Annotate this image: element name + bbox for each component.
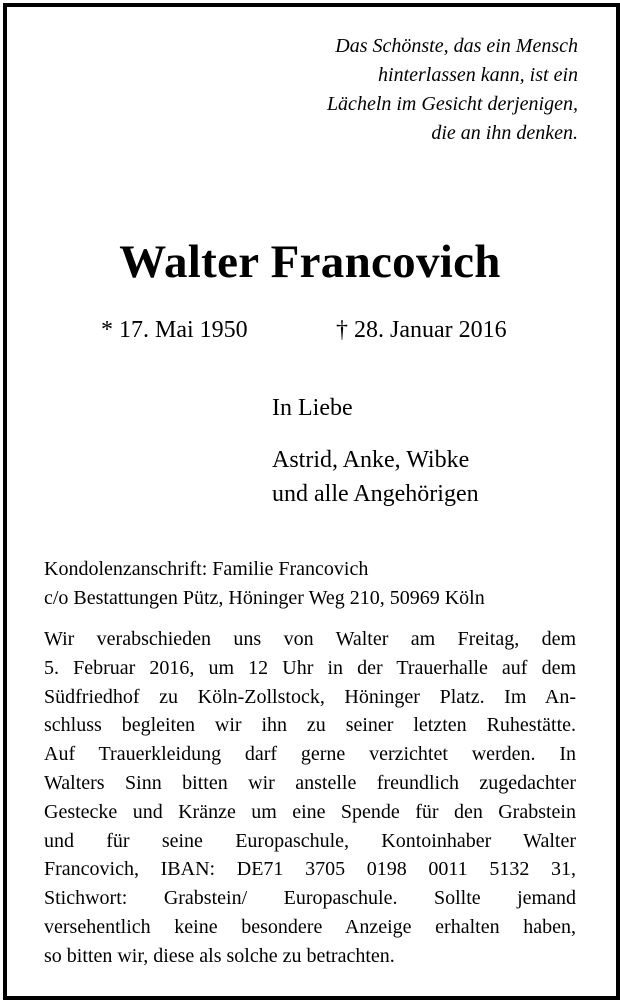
condolence-address <box>44 555 485 613</box>
announcement-line: und für seine Europaschule, Kontoinhaber Walter <box>44 829 576 852</box>
announcement-line: Südfriedhof zu Köln-Zollstock, Höninger Platz. Im An- <box>44 685 576 708</box>
quote-line: Das Schönste, das ein Mensch <box>335 35 578 57</box>
quote-line: hinterlassen kann, ist ein <box>378 64 578 86</box>
mourners-intro: In Liebe <box>272 395 353 421</box>
announcement-line: Wir verabschieden uns von Walter am Freitag, dem <box>44 628 576 650</box>
epigraph-quote <box>327 32 578 148</box>
announcement-line: Gestecke und Kränze um eine Spende für den Grabstein <box>44 800 576 823</box>
quote-line: Lächeln im Gesicht derjenigen, <box>326 93 578 115</box>
address-line: Kondolenzanschrift: Familie Francovich <box>44 558 369 580</box>
death-date: † 28. Januar 2016 <box>336 317 507 343</box>
announcement-line: Walters Sinn bitten wir anstelle freundlich zugedachter <box>44 771 576 794</box>
mourners-line: und alle Angehörigen <box>272 481 479 507</box>
deceased-name: Walter Francovich <box>119 236 501 288</box>
mourners-names <box>272 443 479 511</box>
announcement-line: Stichwort: Grabstein/ Europaschule. Sollte jemand <box>44 887 576 910</box>
announcement-line: schluss begleiten wir ihn zu seiner letzten Ruhestätte. <box>44 714 576 737</box>
announcement-line: so bitten wir, diese als solche zu betrachten. <box>44 944 395 967</box>
announcement-line: Auf Trauerkleidung darf gerne verzichtet werden. In <box>44 743 576 766</box>
announcement-line: Francovich, IBAN: DE71 3705 0198 0011 5132 31, <box>44 858 576 881</box>
address-line: c/o Bestattungen Pütz, Höninger Weg 210, 50969 Köln <box>44 587 485 609</box>
announcement-line: versehentlich keine besondere Anzeige erhalten haben, <box>44 915 576 938</box>
mourners-line: Astrid, Anke, Wibke <box>272 447 470 473</box>
funeral-announcement <box>44 625 576 971</box>
birth-date: * 17. Mai 1950 <box>101 317 248 343</box>
announcement-line: 5. Februar 2016, um 12 Uhr in der Trauerhalle auf dem <box>44 656 576 679</box>
quote-line: die an ihn denken. <box>431 122 578 144</box>
